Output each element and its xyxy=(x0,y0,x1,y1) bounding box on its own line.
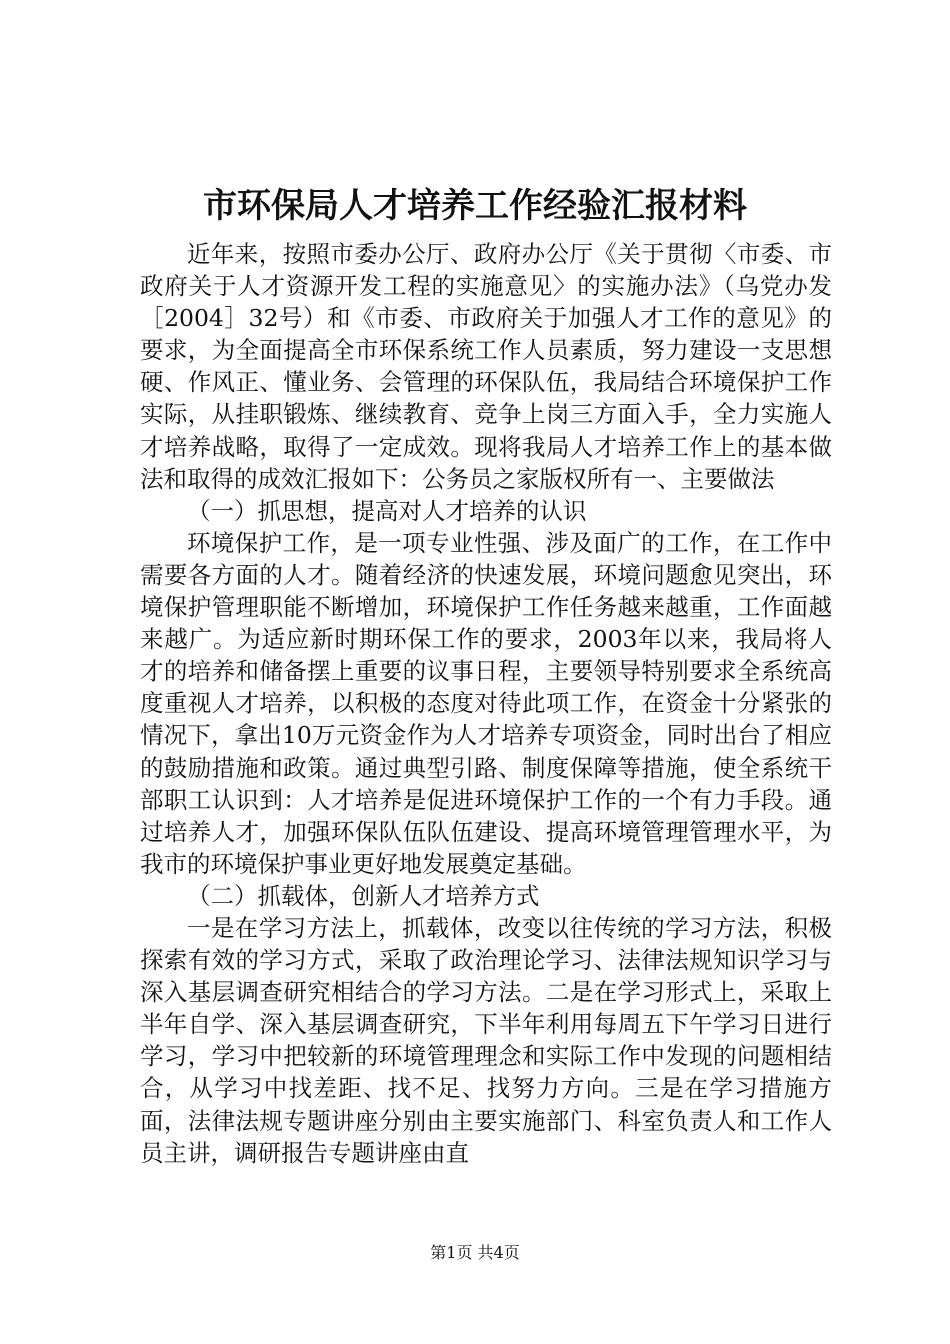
paragraph-intro: 近年来，按照市委办公厅、政府办公厅《关于贯彻〈市委、市政府关于人才资源开发工程的实施意见〉的实施办法》（乌党办发［2004］32号）和《市委、市政府关于加强人才工作的意见》的要求，为全面提高全市环保系统工作人员素质，努力建设一支思想硬、作风正、懂业务、会管理的环保队伍，我局结合环境保护工作实际，从挂职锻炼、继续教育、竞争上岗三方面入手，全力实施人才培养战略，取得了一定成效。现将我局人才培养工作上的基本做法和取得的成效汇报如下：公务员之家版权所有一、主要做法 xyxy=(140,240,832,493)
page-number-footer: 第1页 共4页 xyxy=(430,1243,520,1262)
document-body xyxy=(140,238,832,1169)
section-heading-2: （二）抓载体，创新人才培养方式 xyxy=(187,881,540,910)
paragraph-section-1: 环境保护工作，是一项专业性强、涉及面广的工作，在工作中需要各方面的人才。随着经济的快速发展，环境问题愈见突出，环境保护管理职能不断增加，环境保护工作任务越来越重，工作面越来越广。为适应新时期环保工作的要求，2003年以来，我局将人才的培养和储备摆上重要的议事日程，主要领导特别要求全系统高度重视人才培养，以积极的态度对待此项工作，在资金十分紧张的情况下，拿出10万元资金作为人才培养专项资金，同时出台了相应的鼓励措施和政策。通过典型引路、制度保障等措施，使全系统干部职工认识到：人才培养是促进环境保护工作的一个有力手段。通过培养人才，加强环保队伍队伍建设、提高环境管理管理水平，为我市的环境保护事业更好地发展奠定基础。 xyxy=(140,528,832,878)
paragraph-section-2: 一是在学习方法上，抓载体，改变以往传统的学习方法，积极探索有效的学习方式，采取了政治理论学习、法律法规知识学习与深入基层调查研究相结合的学习方法。二是在学习形式上，采取上半年自学、深入基层调查研究，下半年利用每周五下午学习日进行学习，学习中把较新的环境管理理念和实际工作中发现的问题相结合，从学习中找差距、找不足、找努力方向。三是在学习措施方面，法律法规专题讲座分别由主要实施部门、科室负责人和工作人员主讲，调研报告专题讲座由直 xyxy=(140,913,832,1167)
document-title: 市环保局人才培养工作经验汇报材料 xyxy=(203,186,747,226)
section-heading-1: （一）抓思想，提高对人才培养的认识 xyxy=(187,496,587,525)
